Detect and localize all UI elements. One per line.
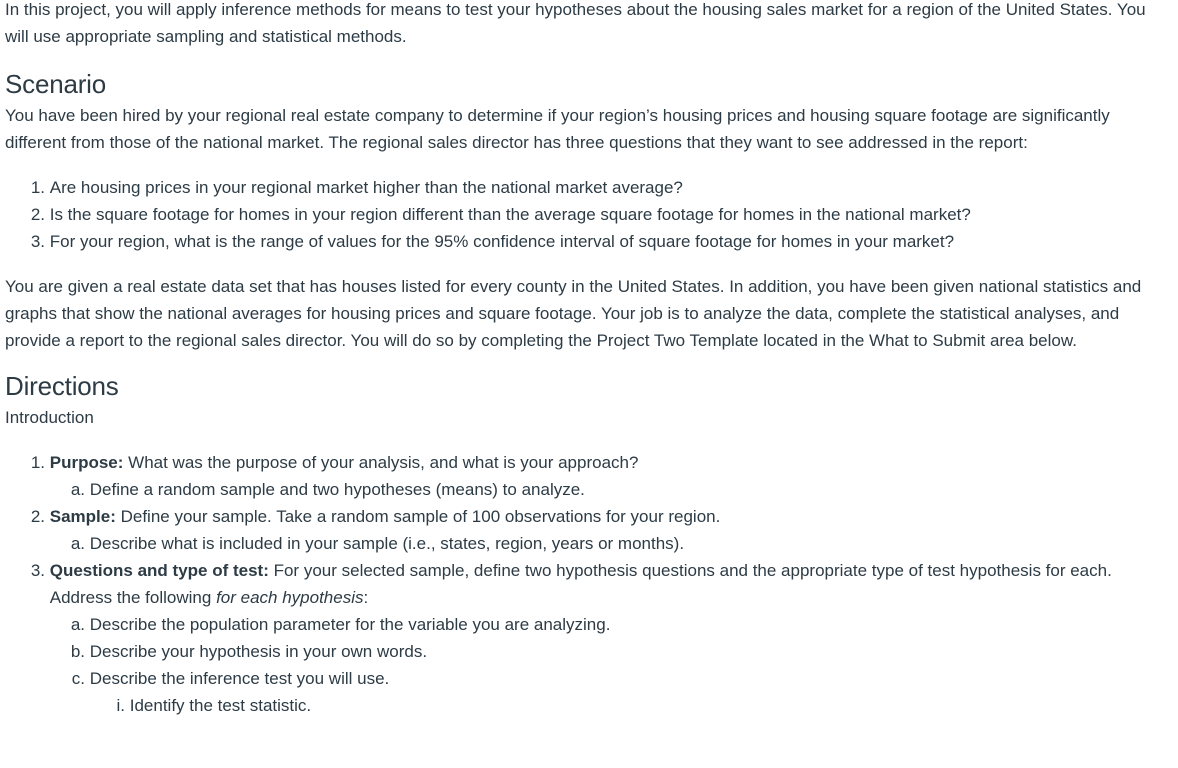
list-text bbox=[50, 557, 1170, 611]
list-item bbox=[5, 557, 1170, 611]
list-item bbox=[5, 228, 1170, 255]
list-number: 2. bbox=[30, 205, 45, 224]
list-text: Is the square footage for homes in your region different than the average square footage for homes in the national market? bbox=[49, 205, 971, 224]
list-text: Are housing prices in your regional market higher than the national market average? bbox=[49, 178, 683, 197]
list-letter: c. bbox=[71, 669, 85, 688]
list-body: Define your sample. Take a random sample of 100 observations for your region. bbox=[115, 507, 721, 526]
list-letter: a. bbox=[70, 615, 85, 634]
assignment-content bbox=[5, 0, 1170, 719]
scenario-closing-paragraph: You are given a real estate data set that has houses listed for every county in the United States. In addition, you have been given national statistics and graphs that show the national averages for housing prices and square footage. Your job is to analyze the data, complete the statistical analyses, and provide a report to the regional sales director. You will do so by completing the Project Two Template located in the What to Submit area below. bbox=[5, 277, 1142, 350]
list-item bbox=[5, 665, 1170, 692]
list-item bbox=[5, 638, 1170, 665]
list-body: What was the purpose of your analysis, and what is your approach? bbox=[123, 453, 639, 472]
list-label: Sample: bbox=[49, 507, 116, 526]
list-text bbox=[50, 449, 639, 476]
list-item bbox=[5, 692, 1170, 719]
list-item bbox=[5, 530, 1170, 557]
list-letter: a. bbox=[70, 480, 85, 499]
introduction-subheading: Introduction bbox=[5, 408, 94, 427]
list-item bbox=[5, 201, 1170, 228]
list-item bbox=[5, 611, 1170, 638]
list-tail: : bbox=[363, 588, 369, 607]
list-number: 2. bbox=[30, 507, 45, 526]
directions-list bbox=[5, 449, 1170, 719]
list-roman: i. bbox=[116, 696, 125, 715]
directions-heading: Directions bbox=[5, 371, 119, 401]
list-item bbox=[5, 503, 1170, 530]
list-text: Describe your hypothesis in your own words. bbox=[89, 642, 428, 661]
list-text: Describe the inference test you will use. bbox=[89, 669, 390, 688]
list-text: Describe the population parameter for the variable you are analyzing. bbox=[89, 615, 611, 634]
list-text: Define a random sample and two hypotheses (means) to analyze. bbox=[89, 480, 585, 499]
list-number: 1. bbox=[30, 453, 45, 472]
list-label: Purpose: bbox=[49, 453, 124, 472]
list-text: Identify the test statistic. bbox=[129, 696, 312, 715]
list-number: 3. bbox=[30, 232, 45, 251]
list-item bbox=[5, 449, 1170, 476]
list-number: 1. bbox=[30, 178, 45, 197]
list-text: Describe what is included in your sample (i.e., states, region, years or months). bbox=[89, 534, 685, 553]
scenario-heading: Scenario bbox=[5, 69, 107, 99]
list-text: For your region, what is the range of values for the 95% confidence interval of square footage for homes in your market? bbox=[49, 232, 955, 251]
list-item bbox=[5, 174, 1170, 201]
scenario-questions-list bbox=[5, 174, 1170, 255]
list-body: For your selected sample, define two hypothesis questions and the appropriate type of test hypothesis for each. Address the following bbox=[49, 561, 1112, 607]
list-label: Questions and type of test: bbox=[49, 561, 269, 580]
list-letter: a. bbox=[70, 534, 85, 553]
list-number: 3. bbox=[30, 561, 45, 580]
intro-paragraph: In this project, you will apply inference methods for means to test your hypotheses about the housing sales market for a region of the United States. You will use appropriate sampling and statistical methods. bbox=[5, 0, 1146, 46]
list-emphasis: for each hypothesis bbox=[216, 588, 364, 607]
list-letter: b. bbox=[70, 642, 85, 661]
list-item bbox=[5, 476, 1170, 503]
list-text bbox=[50, 503, 721, 530]
scenario-paragraph: You have been hired by your regional real estate company to determine if your region’s housing prices and housing square footage are significantly different from those of the national market. The regional sales director has three questions that they want to see addressed in the report: bbox=[5, 106, 1110, 152]
